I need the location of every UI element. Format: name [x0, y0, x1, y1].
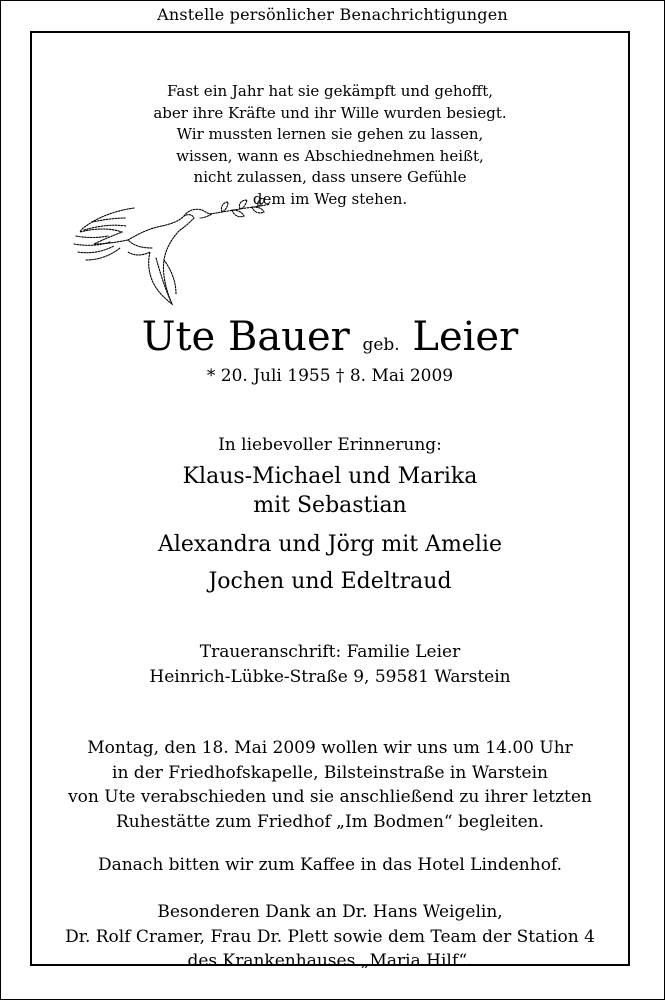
mourner-line: Jochen und Edeltraud [208, 569, 452, 594]
poem-line: aber ihre Kräfte und ihr Wille wurden besiegt. [153, 103, 507, 122]
funeral-line: von Ute verabschieden und sie anschließend zu ihrer letzten [68, 787, 592, 807]
funeral-line: in der Friedhofskapelle, Bilsteinstraße in Warstein [112, 762, 548, 783]
obituary-frame [30, 31, 630, 971]
mourner-line: Alexandra und Jörg mit Amelie [157, 532, 502, 557]
maiden-name: Leier [412, 314, 519, 360]
thanks-line: des Krankenhauses „Maria Hilf“. [187, 951, 473, 971]
memory-intro: In liebevoller Erinnerung: [218, 435, 442, 455]
mourning-address [32, 640, 628, 689]
dove-icon [72, 198, 277, 318]
poem-line: dem im Weg stehen. [252, 189, 408, 208]
funeral-line: Montag, den 18. Mai 2009 wollen wir uns um 14.00 Uhr [87, 738, 573, 758]
life-dates: * 20. Juli 1955 † 8. Mai 2009 [206, 366, 454, 386]
poem [32, 81, 628, 210]
poem-line: Wir mussten lernen sie gehen zu lassen, [176, 125, 484, 143]
funeral-line: Ruhestätte zum Friedhof „Im Bodmen“ begleiten. [115, 811, 545, 832]
thanks-line: Dr. Rolf Cramer, Frau Dr. Plett sowie dem Team der Station 4 [65, 926, 595, 947]
poem-line: nicht zulassen, dass unsere Gefühle [193, 168, 467, 186]
header-note: Anstelle persönlicher Benachrichtigungen [157, 5, 508, 24]
mourner-line: Klaus-Michael und Marika [182, 464, 478, 489]
thanks-line: Besonderen Dank an Dr. Hans Weigelin, [157, 902, 503, 922]
address-line: Heinrich-Lübke-Straße 9, 59581 Warstein [149, 666, 511, 687]
thanks [32, 900, 628, 974]
deceased-name: Ute Bauer [141, 314, 350, 360]
poem-line: Fast ein Jahr hat sie gekämpft und gehofft, [166, 82, 494, 100]
birth-prefix: geb. [362, 335, 400, 355]
funeral-info [32, 736, 628, 834]
mourner-line: mit Sebastian [253, 493, 407, 518]
poem-line: wissen, wann es Abschiednehmen heißt, [176, 146, 484, 165]
deceased-name-line [32, 313, 628, 369]
address-line: Traueranschrift: Familie Leier [199, 642, 461, 662]
coffee-invitation: Danach bitten wir zum Kaffee in das Hotel Lindenhof. [97, 855, 563, 875]
